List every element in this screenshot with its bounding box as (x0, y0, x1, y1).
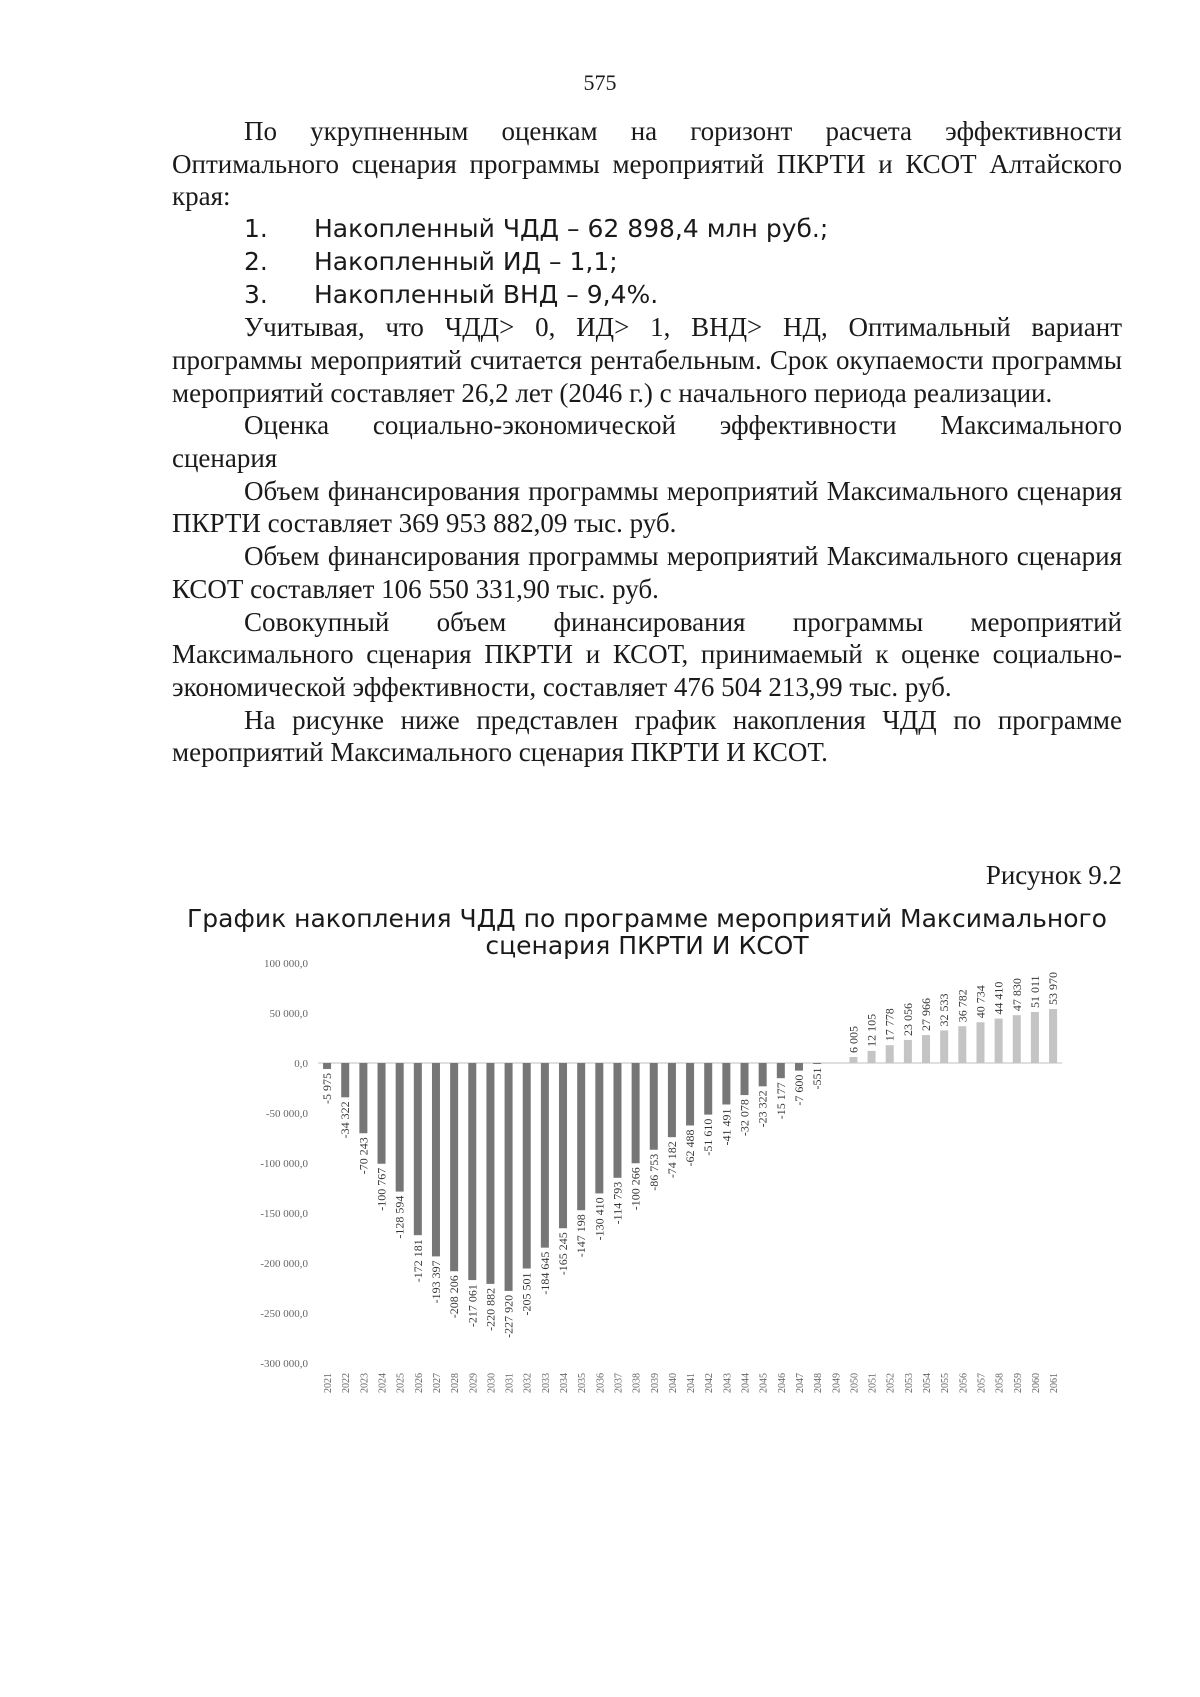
bar (940, 1030, 948, 1063)
x-tick-label: 2048 (813, 1373, 825, 1393)
bar (1013, 1015, 1021, 1063)
bar (486, 1063, 494, 1284)
data-label: -32 078 (737, 1099, 752, 1137)
x-tick-label: 2029 (468, 1373, 480, 1393)
x-tick-label: 2052 (885, 1373, 897, 1393)
x-tick-label: 2057 (976, 1373, 988, 1393)
x-tick-label: 2023 (359, 1373, 371, 1393)
chart-title: График накопления ЧДД по программе мероприятий Максимального сценария ПКРТИ И КСОТ (187, 904, 1107, 960)
y-tick-label: -50 000,0 (265, 1108, 308, 1120)
data-label: -172 181 (410, 1239, 425, 1283)
bar (541, 1063, 549, 1248)
list-item-number: 2. (244, 246, 268, 276)
data-label: -217 061 (465, 1284, 480, 1328)
data-label: 44 410 (991, 981, 1006, 1015)
x-tick-label: 2033 (540, 1373, 552, 1393)
bar (995, 1019, 1003, 1063)
bar (686, 1063, 694, 1125)
data-label: 47 830 (1009, 978, 1024, 1012)
x-tick-label: 2036 (595, 1373, 607, 1393)
data-label: -114 793 (610, 1181, 625, 1225)
y-tick-label: -300 000,0 (260, 1358, 308, 1370)
data-label: 17 778 (882, 1008, 897, 1042)
bar (595, 1063, 603, 1193)
x-tick-label: 2032 (522, 1373, 534, 1393)
bar (359, 1063, 367, 1133)
x-tick-label: 2028 (450, 1373, 462, 1393)
data-label: 12 105 (864, 1013, 879, 1047)
data-label: 32 533 (937, 993, 952, 1027)
x-tick-label: 2039 (649, 1373, 661, 1393)
bar (904, 1040, 912, 1063)
x-tick-label: 2021 (323, 1373, 335, 1393)
data-label: -184 645 (537, 1251, 552, 1295)
bar (414, 1063, 422, 1235)
x-tick-label: 2051 (867, 1373, 879, 1393)
paragraph-figure-intro: На рисунке ниже представлен график накопления ЧДД по программе мероприятий Максимального сценария ПКРТИ И КСОТ. (172, 704, 1122, 768)
x-tick-label: 2044 (740, 1373, 752, 1393)
bar (341, 1063, 349, 1097)
x-tick-label: 2060 (1030, 1373, 1042, 1393)
data-label: -62 488 (683, 1129, 698, 1167)
data-label: -34 322 (338, 1101, 353, 1139)
bar (559, 1063, 567, 1228)
y-tick-label: 100 000,0 (264, 960, 308, 970)
bar (777, 1063, 785, 1078)
data-label: 36 782 (955, 989, 970, 1023)
bar (668, 1063, 676, 1137)
data-label: -100 266 (628, 1167, 643, 1211)
data-label: 53 970 (1046, 972, 1061, 1006)
bar (632, 1063, 640, 1163)
x-tick-label: 2045 (758, 1373, 770, 1393)
data-label: -5 975 (320, 1072, 335, 1104)
x-tick-label: 2055 (940, 1373, 952, 1393)
bar (813, 1063, 821, 1064)
bar (378, 1063, 386, 1164)
x-tick-label: 2056 (958, 1373, 970, 1393)
x-tick-label: 2038 (631, 1373, 643, 1393)
bar (396, 1063, 404, 1192)
paragraph-conclusion: Учитывая, что ЧДД> 0, ИД> 1, ВНД> НД, Оптимальный вариант программы мероприятий считается рентабельным. Срок окупаемости программы мероприятий составляет 26,2 лет (2046 г.) с начального периода реализации. (172, 312, 1122, 408)
x-tick-label: 2061 (1049, 1373, 1061, 1393)
x-tick-label: 2024 (377, 1373, 389, 1393)
x-tick-label: 2058 (994, 1373, 1006, 1393)
list-item (172, 279, 1122, 312)
list-item-number: 1. (244, 214, 268, 244)
x-tick-label: 2022 (341, 1373, 353, 1393)
data-label: -15 177 (773, 1082, 788, 1120)
bar (505, 1063, 513, 1291)
bar (450, 1063, 458, 1271)
paragraph-ksot-funding: Объем финансирования программы мероприятий Максимального сценария КСОТ составляет 106 550 331,90 тыс. руб. (172, 541, 1122, 604)
x-tick-label: 2035 (577, 1373, 589, 1393)
data-label: -227 920 (501, 1294, 516, 1338)
page-number: 575 (583, 70, 617, 95)
bar (523, 1063, 531, 1269)
data-label: -70 243 (356, 1137, 371, 1175)
data-label: -220 882 (483, 1287, 498, 1331)
data-label: -100 767 (374, 1167, 389, 1211)
x-tick-label: 2043 (722, 1373, 734, 1393)
x-tick-label: 2053 (903, 1373, 915, 1393)
bar (1031, 1012, 1039, 1063)
list-item (172, 213, 1122, 246)
list-item-text: Накопленный ЧДД – 62 898,4 млн руб.; (314, 214, 829, 244)
data-label: -51 610 (701, 1118, 716, 1156)
bar (650, 1063, 658, 1150)
list-item-text: Накопленный ВНД – 9,4%. (314, 279, 659, 309)
paragraph-section-heading: Оценка социально-экономической эффективности Максимального сценария (172, 410, 1122, 474)
list-item-text: Накопленный ИД – 1,1; (314, 246, 618, 276)
y-tick-label: -150 000,0 (260, 1208, 308, 1220)
bar (613, 1063, 621, 1178)
y-tick-label: -250 000,0 (260, 1308, 308, 1320)
x-tick-label: 2027 (431, 1373, 443, 1393)
data-label: -130 410 (592, 1197, 607, 1241)
data-label: -128 594 (392, 1195, 407, 1239)
data-label: -86 753 (646, 1153, 661, 1191)
data-label: 40 734 (973, 985, 988, 1019)
bar (795, 1063, 803, 1071)
bar (704, 1063, 712, 1115)
x-tick-label: 2040 (667, 1373, 679, 1393)
bar (886, 1045, 894, 1063)
data-label: 23 056 (900, 1002, 915, 1036)
npv-accumulation-chart (0, 960, 1200, 1520)
bar (577, 1063, 585, 1210)
bar (432, 1063, 440, 1256)
data-label: 51 011 (1027, 975, 1042, 1008)
data-label: -41 491 (719, 1108, 734, 1146)
x-tick-label: 2046 (776, 1373, 788, 1393)
bar (868, 1051, 876, 1063)
data-label: -208 206 (447, 1275, 462, 1319)
data-label: 6 005 (846, 1025, 861, 1053)
x-tick-label: 2059 (1012, 1373, 1024, 1393)
bar (849, 1057, 857, 1063)
data-label: -23 322 (755, 1090, 770, 1128)
data-label: -7 600 (791, 1074, 806, 1106)
body-text (172, 115, 1122, 769)
data-label: -193 397 (428, 1260, 443, 1304)
x-tick-label: 2037 (613, 1373, 625, 1393)
y-tick-label: -200 000,0 (260, 1258, 308, 1270)
y-tick-label: 0,0 (294, 1058, 308, 1070)
y-tick-label: -100 000,0 (260, 1158, 308, 1170)
bar (741, 1063, 749, 1095)
bar (1049, 1009, 1057, 1063)
paragraph-intro: По укрупненным оценкам на горизонт расчета эффективности Оптимального сценария программы мероприятий ПКРТИ и КСОТ Алтайского края: (172, 116, 1122, 212)
bar (759, 1063, 767, 1086)
bar (323, 1063, 331, 1069)
y-tick-label: 50 000,0 (269, 1008, 308, 1020)
data-label: -205 501 (519, 1272, 534, 1316)
data-label: -551 (810, 1067, 825, 1090)
x-tick-label: 2049 (831, 1373, 843, 1393)
x-tick-label: 2047 (794, 1373, 806, 1393)
bar (958, 1026, 966, 1063)
bar (922, 1035, 930, 1063)
x-tick-label: 2042 (704, 1373, 716, 1393)
x-tick-label: 2034 (559, 1373, 571, 1393)
data-label: -147 198 (574, 1214, 589, 1258)
paragraph-total-funding: Совокупный объем финансирования программы мероприятий Максимального сценария ПКРТИ и КСОТ, принимаемый к оценке социально-экономической эффективности, составляет 476 504 213,99 тыс. руб. (172, 606, 1122, 702)
data-label: -165 245 (556, 1232, 571, 1276)
list-item-number: 3. (244, 279, 268, 309)
x-tick-label: 2031 (504, 1373, 516, 1393)
bar (722, 1063, 730, 1104)
paragraph-pkrti-funding: Объем финансирования программы мероприятий Максимального сценария ПКРТИ составляет 369 953 882,09 тыс. руб. (172, 475, 1122, 539)
x-tick-label: 2041 (686, 1373, 698, 1393)
data-label: 27 966 (919, 998, 934, 1032)
figure-caption: Рисунок 9.2 (985, 860, 1122, 890)
x-tick-label: 2026 (413, 1373, 425, 1393)
list-item (172, 246, 1122, 279)
x-tick-label: 2030 (486, 1373, 498, 1393)
bar (468, 1063, 476, 1280)
x-tick-label: 2050 (849, 1373, 861, 1393)
data-label: -74 182 (664, 1141, 679, 1179)
bar (976, 1022, 984, 1063)
x-tick-label: 2025 (395, 1373, 407, 1393)
x-tick-label: 2054 (922, 1373, 934, 1393)
